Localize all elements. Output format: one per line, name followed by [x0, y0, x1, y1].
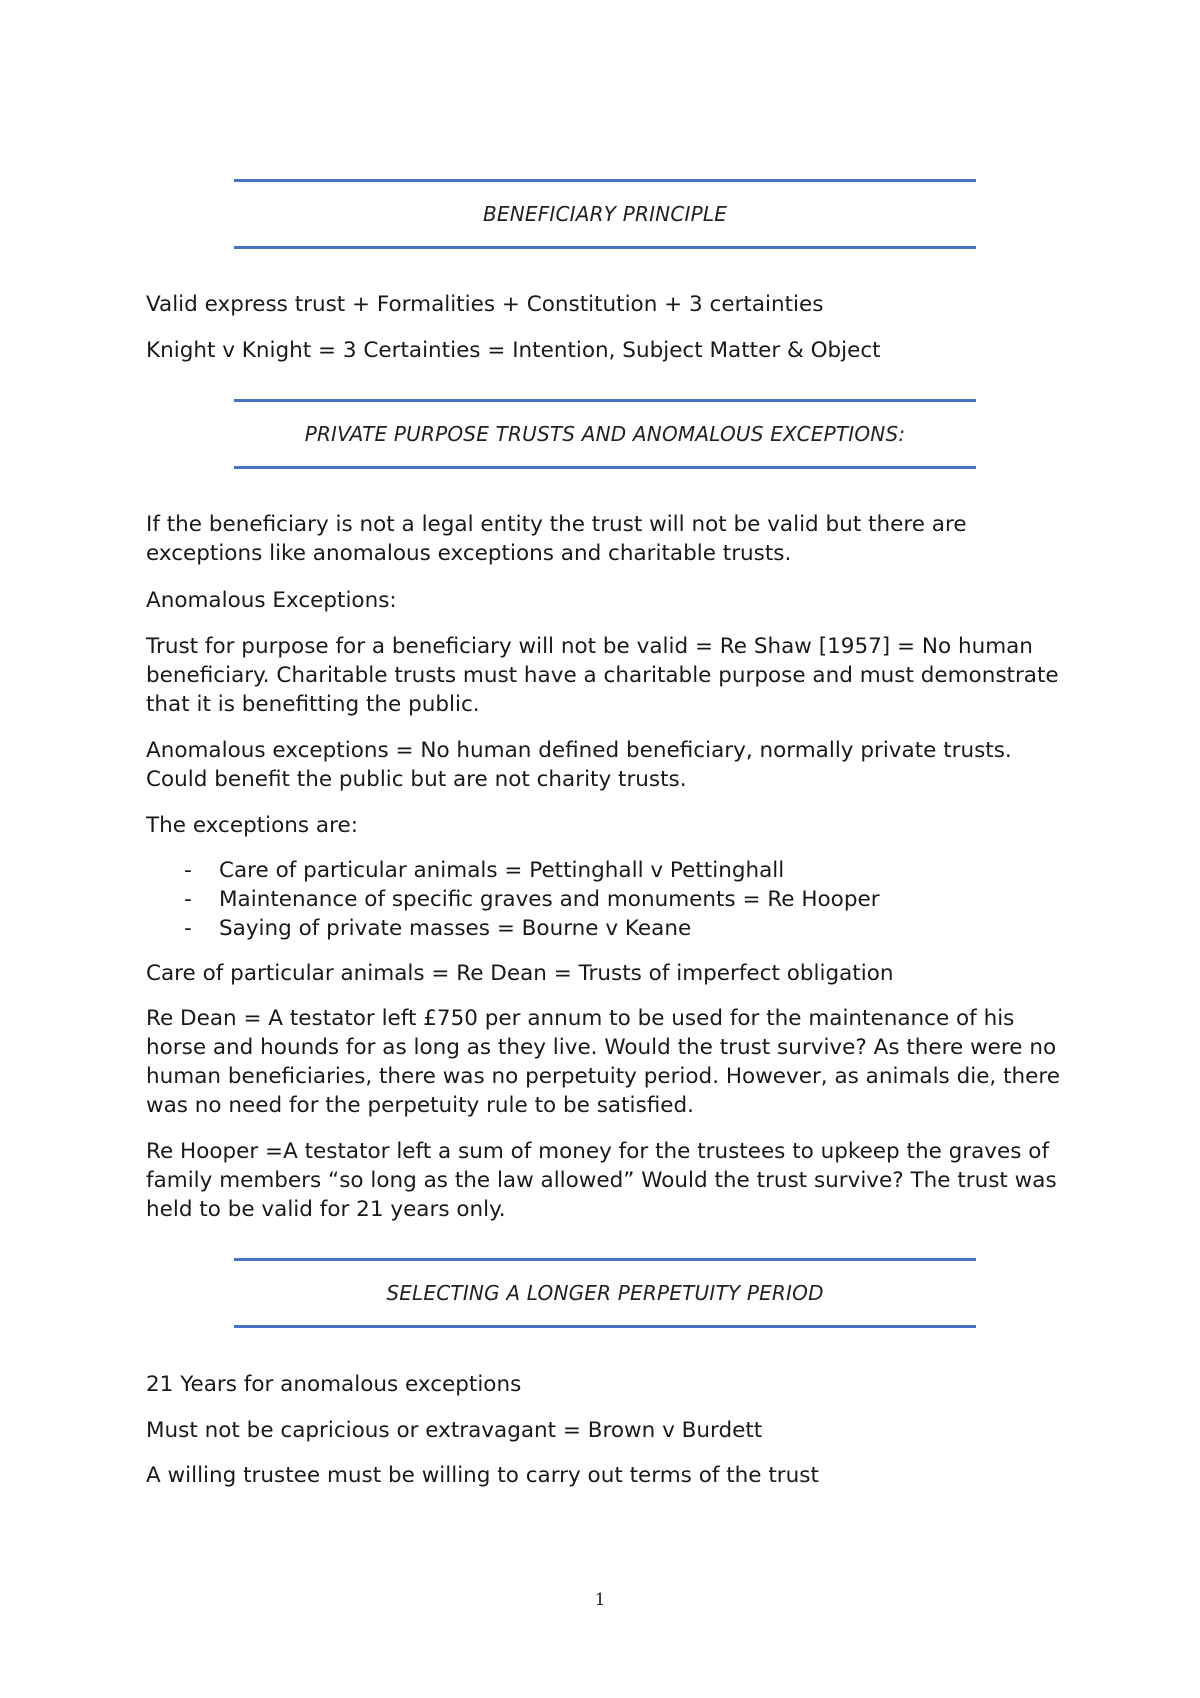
paragraph: Re Dean = A testator left £750 per annum to be used for the maintenance of his horse and hounds for as long as they live. Would the trust survive? As there were no human beneficiaries, there was no perpetuity period. However, as animals die, there was no need for the perpetuity rule to be satisfied. [146, 1006, 1060, 1118]
list-item [146, 885, 1076, 914]
paragraph: A willing trustee must be willing to carry out terms of the trust [146, 1463, 819, 1488]
heading-text: SELECTING A LONGER PERPETUITY PERIOD [386, 1281, 824, 1305]
list-item-text: Maintenance of specific graves and monuments = Re Hooper [219, 887, 880, 912]
paragraph: The exceptions are: [146, 813, 358, 838]
paragraph: Re Hooper =A testator left a sum of money for the trustees to upkeep the graves of family members “so long as the law allowed” Would the trust survive? The trust was held to be valid for 21 years only. [146, 1139, 1057, 1222]
list-dash: - [184, 916, 192, 941]
exceptions-list [146, 856, 1076, 943]
list-item [146, 914, 1076, 943]
paragraph: 21 Years for anomalous exceptions [146, 1372, 522, 1397]
list-dash: - [184, 887, 192, 912]
heading-text: BENEFICIARY PRINCIPLE [482, 202, 728, 226]
section-heading-longer-perpetuity-period [234, 1258, 976, 1328]
paragraph: If the beneficiary is not a legal entity the trust will not be valid but there are exceptions like anomalous exceptions and charitable trusts. [146, 512, 967, 566]
paragraph: Must not be capricious or extravagant = Brown v Burdett [146, 1418, 763, 1443]
paragraph: Valid express trust + Formalities + Constitution + 3 certainties [146, 292, 824, 317]
list-dash: - [184, 858, 192, 883]
section-heading-beneficiary-principle [234, 179, 976, 249]
paragraph: Anomalous Exceptions: [146, 588, 397, 613]
section-heading-private-purpose-trusts [234, 399, 976, 469]
paragraph: Anomalous exceptions = No human defined beneficiary, normally private trusts. Could benefit the public but are not charity trusts. [146, 738, 1012, 792]
list-item-text: Saying of private masses = Bourne v Keane [219, 916, 692, 941]
list-item-text: Care of particular animals = Pettinghall v Pettinghall [219, 858, 785, 883]
list-item [146, 856, 1076, 885]
page-number: 1 [594, 1590, 606, 1610]
paragraph: Trust for purpose for a beneficiary will not be valid = Re Shaw [1957] = No human beneficiary. Charitable trusts must have a charitable purpose and must demonstrate that it is benefitting the public. [146, 634, 1059, 717]
paragraph: Knight v Knight = 3 Certainties = Intention, Subject Matter & Object [146, 338, 881, 363]
heading-text: PRIVATE PURPOSE TRUSTS AND ANOMALOUS EXCEPTIONS: [304, 422, 906, 446]
paragraph: Care of particular animals = Re Dean = Trusts of imperfect obligation [146, 961, 894, 986]
